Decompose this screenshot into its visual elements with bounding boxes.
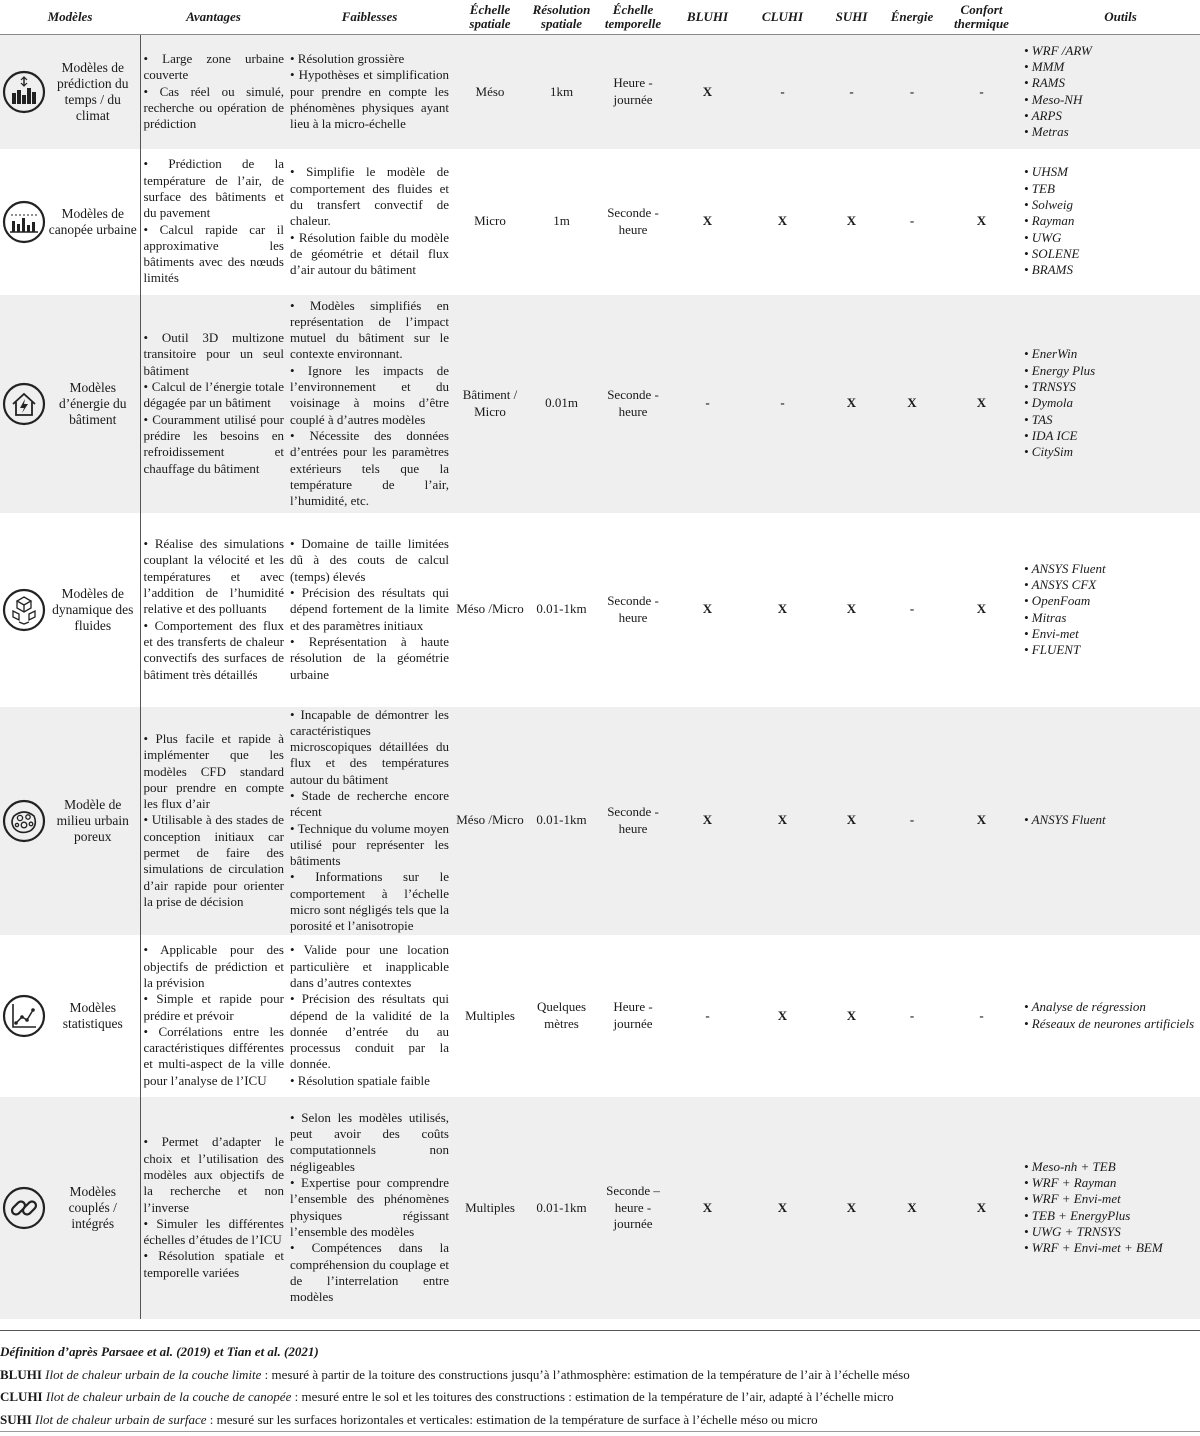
weakness-item: • Résolution faible du modèle de géométrie et détail flux d’air autour du bâtiment [290, 229, 449, 278]
note-abbr: BLUHI [0, 1366, 42, 1382]
header-weaknesses: Faiblesses [287, 0, 452, 35]
tool-item: • ANSYS Fluent [1024, 560, 1106, 576]
bottom-rule [0, 1431, 1200, 1432]
bluhi-mark: X [702, 213, 713, 229]
advantage-item: • Permet d’adapter le choix et l’utilisation des modèles aux objectifs de la recherche et non l’inverse [143, 1134, 284, 1215]
tool-item: • Réseaux de neurones artificiels [1024, 1015, 1195, 1031]
cluhi-mark: - [744, 295, 821, 513]
bluhi-mark: X [671, 1097, 744, 1319]
energy-mark: - [909, 213, 915, 229]
spatial-scale-cell: Méso /Micro [452, 707, 528, 935]
weakness-item: • Précision des résultats qui dépend fortement de la limite et des paramètres initiaux [290, 585, 449, 633]
header-tools: Outils [1021, 0, 1200, 35]
tool-item: • Solweig [1024, 197, 1073, 213]
spatial-resolution-cell: Quelques mètres [536, 999, 587, 1031]
weakness-item: • Simplifie le modèle de comportement des fluides et du transfert convectif de chaleur. [290, 164, 449, 229]
porous-medium-icon [2, 799, 46, 843]
weakness-item: • Précision des résultats qui dépend de la validité de la donnée d’entrée du au processus conduit par la donnée. [290, 991, 449, 1072]
table-row [0, 935, 1200, 1097]
weakness-item: • Résolution grossière [290, 51, 405, 66]
comfort-mark: - [979, 1007, 984, 1023]
temporal-scale-cell: Seconde - heure [595, 295, 671, 513]
canopy-icon [2, 200, 46, 244]
weakness-item: • Expertise pour comprendre l’ensemble des phénomènes physiques régissant l’ensemble des modèles [290, 1175, 449, 1239]
note-desc: : mesuré sur les surfaces horizontales et verticales: estimation de la température de surface à l’échelle méso ou micro [206, 1411, 818, 1427]
bluhi-mark: - [705, 1007, 710, 1023]
temporal-scale-cell: Heure - journée [595, 35, 671, 149]
suhi-mark: X [846, 213, 857, 229]
weakness-item: • Informations sur le comportement à l’échelle micro sont négligés tels que la porosité et l’anisotropie [290, 869, 449, 934]
model-name: Modèles d’énergie du bâtiment [58, 379, 127, 427]
energy-mark: - [909, 1007, 915, 1023]
model-name: Modèle de milieu urbain poreux [56, 796, 129, 844]
header-spatial-scale: Échelle spatiale [452, 0, 528, 35]
note-cluhi [0, 1386, 1200, 1409]
note-abbr: SUHI [0, 1411, 32, 1427]
table-row [0, 295, 1200, 513]
temporal-scale-cell: Seconde - heure [607, 593, 659, 625]
tool-item: • TAS [1024, 411, 1053, 427]
weakness-item: • Domaine de taille limitées dû à des couts de calcul (temps) élevés [290, 536, 449, 584]
spatial-resolution-cell: 1km [528, 35, 595, 149]
header-row [0, 0, 1200, 35]
weakness-item: • Modèles simplifiés en représentation de l’impact mutuel du bâtiment sur le contexte environnant. [290, 297, 449, 362]
tool-item: • Metras [1024, 124, 1069, 140]
weather-icon [2, 70, 46, 114]
weaknesses-cell [287, 295, 452, 513]
tool-item: • Mitras [1024, 609, 1067, 625]
table-row [0, 35, 1200, 149]
tool-item: • ANSYS CFX [1024, 576, 1097, 592]
note-desc: : mesuré à partir de la toiture des constructions jusqu’à l’athmosphère: estimation de la température de l’air à l’échelle méso [261, 1366, 910, 1382]
weakness-item: • Ignore les impacts de l’environnement et du voisinage à moins d’être couplé à d’autres modèles [290, 362, 449, 427]
advantage-item: • Plus facile et rapide à implémenter que les modèles CFD standard pour prendre en compte les flux d’air [143, 730, 284, 812]
advantages-cell [140, 35, 287, 149]
tool-item: • Analyse de régression [1024, 999, 1146, 1015]
tools-cell [1021, 935, 1200, 1097]
note-abbr: CLUHI [0, 1389, 43, 1404]
tool-item: • OpenFoam [1024, 593, 1091, 609]
tool-item: • WRF /ARW [1024, 42, 1092, 58]
advantage-item: • Simple et rapide pour prédire et prévoir [143, 991, 284, 1023]
tools-cell [1021, 149, 1200, 295]
notes-title: Définition d’après Parsaee et al. (2019) et Tian et al. (2021) [0, 1344, 319, 1359]
model-name: Modèles de dynamique des fluides [52, 585, 134, 633]
tool-item: • MMM [1024, 59, 1065, 75]
tool-item: • UWG [1024, 229, 1062, 245]
header-temporal-scale: Échelle temporelle [595, 0, 671, 35]
tool-item: • ARPS [1024, 108, 1062, 124]
weakness-item: • Valide pour une location particulière et inapplicable dans d’autres contextes [290, 942, 449, 990]
suhi-mark: X [846, 601, 857, 617]
statistics-icon [2, 994, 46, 1038]
suhi-mark: X [821, 707, 882, 935]
spatial-resolution-cell: 0.01m [528, 295, 595, 513]
advantages-cell [140, 513, 287, 707]
tool-item: • Rayman [1024, 213, 1075, 229]
advantage-item: • Calcul rapide car il approximative les bâtiments avec des nœuds limités [143, 221, 284, 286]
advantage-item: • Réalise des simulations couplant la vélocité et les températures et avec l’addition de l’humidité relative et des polluants [143, 536, 284, 617]
advantage-item: • Large zone urbaine couverte [143, 51, 284, 83]
energy-mark: - [882, 35, 942, 149]
advantages-cell [140, 295, 287, 513]
tool-item: • RAMS [1024, 75, 1066, 91]
model-cell [0, 707, 140, 935]
note-suhi [0, 1409, 1200, 1432]
tool-item: • Dymola [1024, 395, 1073, 411]
header-advantages: Avantages [140, 0, 287, 35]
tools-cell [1021, 707, 1200, 935]
cluhi-mark: X [744, 707, 821, 935]
comfort-mark: - [942, 35, 1021, 149]
advantage-item: • Résolution spatiale et temporelle variées [143, 1248, 284, 1280]
suhi-mark: X [821, 295, 882, 513]
suhi-mark: X [821, 1097, 882, 1319]
comfort-mark: X [942, 1097, 1021, 1319]
energy-mark: X [882, 1097, 942, 1319]
table-row [0, 149, 1200, 295]
tool-item: • Energy Plus [1024, 362, 1096, 378]
weaknesses-cell [287, 35, 452, 149]
weakness-item: • Technique du volume moyen utilisé pour représenter les bâtiments [290, 820, 449, 869]
tool-item: • TEB [1024, 180, 1055, 196]
advantage-item: • Applicable pour des objectifs de prédiction et la prévision [143, 942, 284, 990]
tool-item: • SOLENE [1024, 245, 1080, 261]
weaknesses-cell [287, 513, 452, 707]
comfort-mark: X [942, 295, 1021, 513]
model-name: Modèles statistiques [62, 999, 123, 1031]
advantage-item: • Prédiction de la température de l’air, de surface des bâtiments et du pavement [143, 156, 284, 221]
spatial-resolution-cell: 1m [553, 213, 570, 229]
table-row [0, 707, 1200, 935]
header-spatial-resolution: Résolution spatiale [528, 0, 595, 35]
table-row [0, 513, 1200, 707]
tool-item: • WRF + Envi-met + BEM [1024, 1240, 1163, 1256]
spatial-resolution-cell: 0.01-1km [528, 707, 595, 935]
header-cluhi: CLUHI [744, 0, 821, 35]
advantages-cell [140, 1097, 287, 1319]
table-row [0, 1097, 1200, 1319]
comfort-mark: X [942, 707, 1021, 935]
advantage-item: • Calcul de l’énergie totale dégagée par un bâtiment [143, 379, 284, 411]
tool-item: • EnerWin [1024, 346, 1078, 362]
cluhi-mark: X [777, 213, 788, 229]
model-name: Modèles de prédiction du temps / du climat [56, 59, 129, 123]
bluhi-mark: X [702, 601, 713, 617]
definitions-notes [0, 1330, 1200, 1431]
bluhi-mark: X [671, 35, 744, 149]
suhi-mark: X [846, 1007, 857, 1023]
tools-cell [1021, 1097, 1200, 1319]
model-cell [0, 935, 140, 1097]
advantage-item: • Cas réel ou simulé, recherche ou opération de prédiction [143, 83, 284, 132]
tool-item: • Envi-met [1024, 625, 1079, 641]
spatial-resolution-cell: 0.01-1km [536, 601, 587, 617]
tools-cell [1021, 295, 1200, 513]
weakness-item: • Stade de recherche encore récent [290, 787, 449, 820]
spatial-scale-cell: Multiples [465, 1007, 515, 1023]
tool-item: • UHSM [1024, 164, 1068, 180]
tool-item: • WRF + Envi-met [1024, 1191, 1121, 1207]
note-term: Ilot de chaleur urbain de la couche de canopée [45, 1389, 292, 1404]
note-bluhi [0, 1364, 1200, 1387]
header-energy: Énergie [882, 0, 942, 35]
energy-mark: - [882, 707, 942, 935]
tools-cell [1021, 35, 1200, 149]
spatial-scale-cell: Méso [452, 35, 528, 149]
suhi-mark: - [821, 35, 882, 149]
temporal-scale-cell: Seconde - heure [607, 205, 659, 237]
tool-item: • WRF + Rayman [1024, 1175, 1117, 1191]
temporal-scale-cell: Seconde - heure [595, 707, 671, 935]
header-bluhi: BLUHI [671, 0, 744, 35]
cluhi-mark: - [744, 35, 821, 149]
advantage-item: • Corrélations entre les caractéristiques différentes et multi-aspect de la ville pour l’analyse de l’ICU [143, 1023, 284, 1088]
bluhi-mark: X [671, 707, 744, 935]
tool-item: • UWG + TRNSYS [1024, 1223, 1121, 1239]
weakness-item: • Nécessite des données d’entrées pour les paramètres extérieurs tels que la température de l’air, l’humidité, etc. [290, 427, 449, 509]
spatial-resolution-cell: 0.01-1km [528, 1097, 595, 1319]
advantages-cell [140, 935, 287, 1097]
advantages-cell [140, 149, 287, 295]
weaknesses-cell [287, 935, 452, 1097]
comfort-mark: X [976, 601, 987, 617]
note-term: Ilot de chaleur urbain de surface [35, 1411, 207, 1427]
advantage-item: • Simuler les différentes échelles d’études de l’ICU [143, 1215, 284, 1248]
weakness-item: • Représentation à haute résolution de la géométrie urbaine [290, 633, 449, 682]
comfort-mark: X [976, 213, 987, 229]
advantage-item: • Comportement des flux et des transferts de chaleur convectifs des surfaces de bâtiment très détaillés [143, 617, 284, 682]
energy-mark: X [882, 295, 942, 513]
tool-item: • TEB + EnergyPlus [1024, 1207, 1131, 1223]
model-cell [0, 149, 140, 295]
building-energy-icon [2, 382, 46, 426]
tool-item: • TRNSYS [1024, 379, 1076, 395]
spatial-scale-cell: Micro [474, 213, 506, 229]
spatial-scale-cell: Bâtiment / Micro [452, 295, 528, 513]
cluhi-mark: X [777, 601, 788, 617]
advantage-item: • Couramment utilisé pour prédire les besoins en refroidissement et chauffage du bâtiment [143, 411, 284, 476]
header-suhi: SUHI [821, 0, 882, 35]
weakness-item: • Hypothèses et simplification pour prendre en compte les phénomènes physiques ayant lieu à la micro-échelle [290, 67, 449, 132]
spatial-scale-cell: Multiples [452, 1097, 528, 1319]
model-cell [0, 513, 140, 707]
weakness-item: • Résolution spatiale faible [290, 1072, 430, 1088]
cluhi-mark: X [777, 1007, 788, 1023]
header-thermal-comfort: Confort thermique [942, 0, 1021, 35]
header-models: Modèles [0, 0, 140, 35]
fluid-dynamics-icon [2, 588, 46, 632]
advantage-item: • Outil 3D multizone transitoire pour un seul bâtiment [143, 330, 284, 378]
spatial-scale-cell: Méso /Micro [456, 601, 524, 617]
tool-item: • Meso-NH [1024, 91, 1083, 107]
energy-mark: - [909, 601, 915, 617]
table-body [0, 35, 1200, 1319]
temporal-scale-cell: Heure - journée [613, 999, 653, 1031]
tool-item: • IDA ICE [1024, 427, 1078, 443]
tool-item: • BRAMS [1024, 262, 1073, 278]
tool-item: • ANSYS Fluent [1024, 812, 1106, 828]
tool-item: • Meso-nh + TEB [1024, 1158, 1116, 1174]
weaknesses-cell [287, 1097, 452, 1319]
temporal-scale-cell: Seconde – heure - journée [595, 1097, 671, 1319]
advantages-cell [140, 707, 287, 935]
model-cell [0, 1097, 140, 1319]
link-icon [2, 1186, 46, 1230]
model-name: Modèles couplés / intégrés [68, 1183, 117, 1231]
tool-item: • CitySim [1024, 444, 1073, 460]
model-name: Modèles de canopée urbaine [48, 205, 137, 237]
note-desc: : mesuré entre le sol et les toitures des constructions : estimation de la température de l’air, adapté à l’échelle micro [291, 1389, 894, 1404]
bluhi-mark: - [671, 295, 744, 513]
tool-item: • FLUENT [1024, 642, 1081, 658]
weakness-item: • Compétences dans la compréhension du couplage et de l’interrelation entre modèles [290, 1240, 449, 1305]
cluhi-mark: X [744, 1097, 821, 1319]
advantage-item: • Utilisable à des stades de conception initiaux car permet de faire des simulations de circulation d’air rapide pour orienter la prise de décision [143, 812, 284, 909]
weaknesses-cell [287, 149, 452, 295]
weakness-item: • Selon les modèles utilisés, peut avoir des coûts computationnels non négligeables [290, 1109, 449, 1174]
model-cell [0, 35, 140, 149]
model-cell [0, 295, 140, 513]
tools-cell [1021, 513, 1200, 707]
weakness-item: • Incapable de démontrer les caractéristiques microscopiques détaillées du flux et des températures autour du bâtiment [290, 706, 449, 787]
weaknesses-cell [287, 707, 452, 935]
note-term: Ilot de chaleur urbain de la couche limite [45, 1366, 262, 1382]
